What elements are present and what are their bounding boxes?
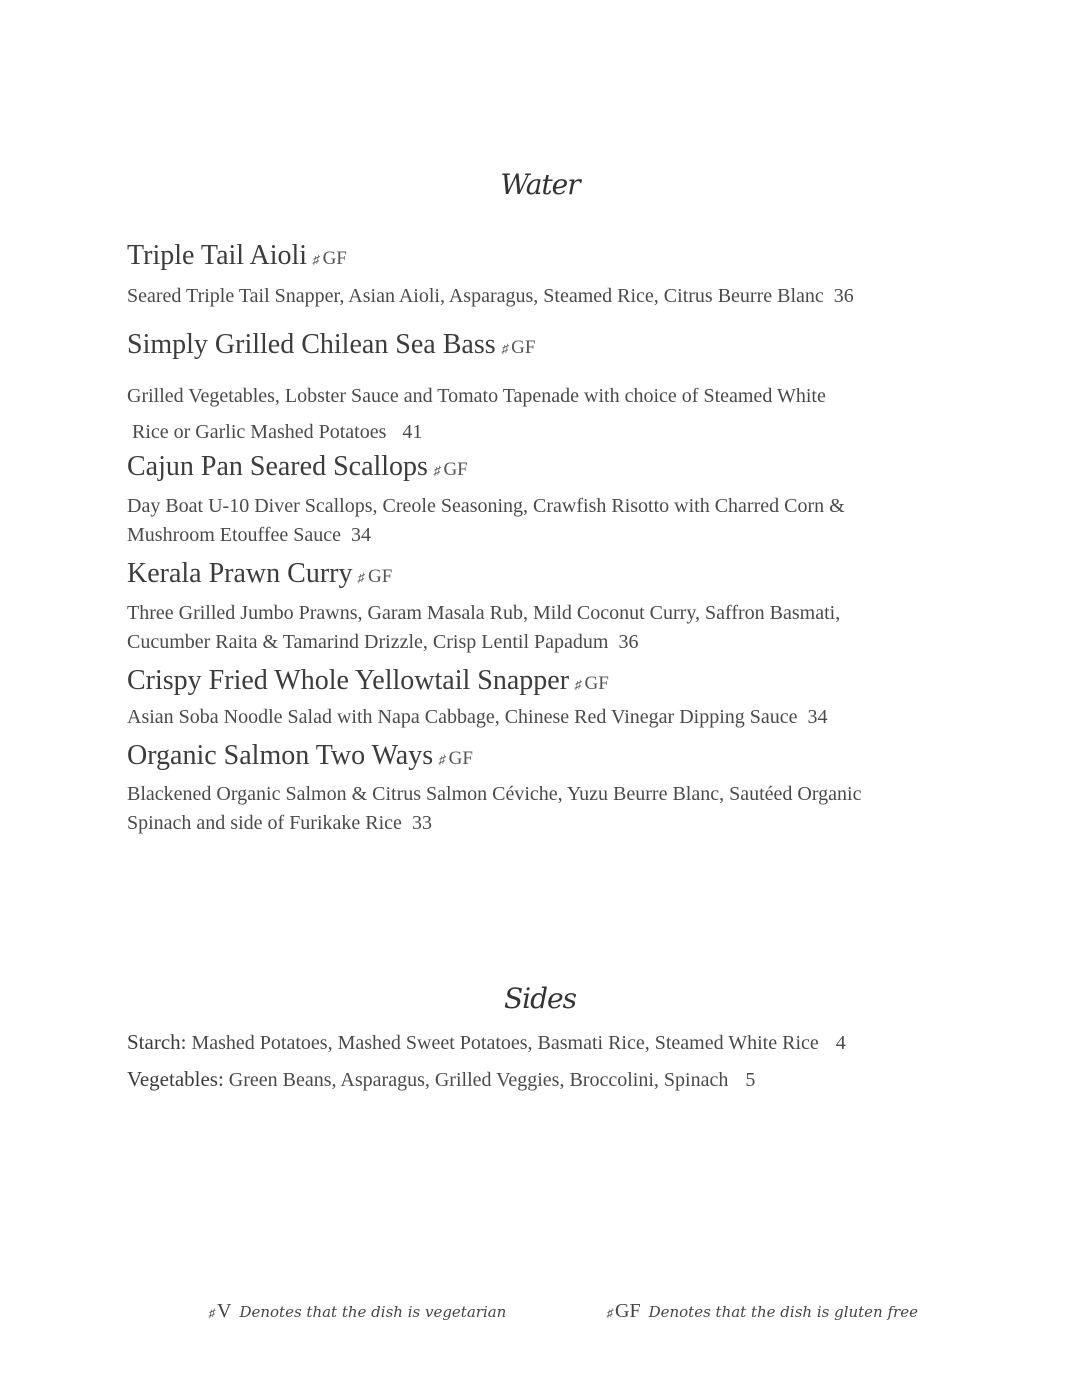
dish-description <box>127 599 917 657</box>
gluten-free-tag <box>575 673 609 694</box>
description-text: Seared Triple Tail Snapper, Asian Aioli, Asparagus, Steamed Rice, Citrus Beurre Blanc <box>127 285 824 307</box>
price: 33 <box>411 812 432 834</box>
legend-note: Denotes that the dish is vegetarian <box>239 1303 507 1321</box>
dish-description <box>127 282 917 311</box>
legend-note: Denotes that the dish is gluten free <box>648 1303 918 1321</box>
vegetarian-marker-icon: ♯ <box>207 1306 217 1320</box>
gluten-free-tag <box>502 337 536 358</box>
tag-label: GF <box>367 566 393 587</box>
price: 36 <box>618 631 639 653</box>
gluten-free-tag <box>434 459 468 480</box>
gluten-free-tag <box>439 748 473 769</box>
description-text: Asian Soba Noodle Salad with Napa Cabbage, Chinese Red Vinegar Dipping Sauce <box>127 706 798 728</box>
tag-label: GF <box>443 459 468 480</box>
dish-title: Cajun Pan Seared Scallops <box>127 451 428 482</box>
sides-section-title: Sides <box>504 982 576 1015</box>
dish-marker-icon: ♯ <box>500 341 510 356</box>
side-item <box>127 1067 755 1092</box>
water-section-title: Water <box>500 168 580 201</box>
tag-label: GF <box>511 337 536 358</box>
price: 4 <box>835 1032 846 1054</box>
dish-title: Organic Salmon Two Ways <box>127 740 434 771</box>
dish-name <box>127 329 535 361</box>
side-text: Green Beans, Asparagus, Grilled Veggies, Broccolini, Spinach <box>228 1069 729 1091</box>
price: 5 <box>745 1069 756 1091</box>
gluten-free-tag <box>313 248 347 269</box>
dish-name <box>127 558 392 590</box>
dish-description <box>127 492 917 550</box>
legend-code: V <box>217 1300 232 1322</box>
description-text: Three Grilled Jumbo Prawns, Garam Masala Rub, Mild Coconut Curry, Saffron Basmati, Cucumber Raita & Tamarind Drizzle, Crisp Lentil Papadum <box>127 602 841 653</box>
price: 34 <box>351 524 372 546</box>
side-text: Mashed Potatoes, Mashed Sweet Potatoes, Basmati Rice, Steamed White Rice <box>191 1032 819 1054</box>
dish-name <box>127 740 473 772</box>
dish-name <box>127 240 347 272</box>
dish-name <box>127 665 609 697</box>
gluten-free-marker-icon: ♯ <box>605 1306 615 1320</box>
legend-gluten-free <box>607 1300 918 1323</box>
side-label: Starch: <box>127 1030 187 1054</box>
dish-description <box>127 378 917 450</box>
gluten-free-tag <box>358 566 392 587</box>
dish-marker-icon: ♯ <box>437 752 448 767</box>
tag-label: GF <box>448 748 473 769</box>
dish-title: Simply Grilled Chilean Sea Bass <box>127 329 496 360</box>
legend-vegetarian <box>209 1300 506 1323</box>
dish-marker-icon: ♯ <box>311 252 322 267</box>
dish-description <box>127 780 917 838</box>
side-label: Vegetables: <box>127 1067 224 1091</box>
description-line: Grilled Vegetables, Lobster Sauce and Tomato Tapenade with choice of Steamed White <box>127 385 826 407</box>
description-line <box>127 414 917 450</box>
description-text: Rice or Garlic Mashed Potatoes <box>132 421 387 443</box>
dish-marker-icon: ♯ <box>356 570 367 585</box>
dish-marker-icon: ♯ <box>432 463 443 478</box>
dish-name <box>127 451 468 483</box>
price: 41 <box>402 421 423 443</box>
dish-title: Crispy Fried Whole Yellowtail Snapper <box>127 665 570 696</box>
description-text: Day Boat U-10 Diver Scallops, Creole Seasoning, Crawfish Risotto with Charred Corn & Mushroom Etouffee Sauce <box>127 495 845 546</box>
price: 36 <box>833 285 854 307</box>
dish-marker-icon: ♯ <box>573 677 584 692</box>
dish-description <box>127 703 917 732</box>
description-text: Blackened Organic Salmon & Citrus Salmon Céviche, Yuzu Beurre Blanc, Sautéed Organic Spinach and side of Furikake Rice <box>127 783 862 834</box>
dish-title: Triple Tail Aioli <box>127 240 308 271</box>
legend-code: GF <box>615 1300 641 1322</box>
tag-label: GF <box>322 248 347 269</box>
tag-label: GF <box>584 673 609 694</box>
price: 34 <box>807 706 828 728</box>
side-item <box>127 1030 846 1055</box>
dish-title: Kerala Prawn Curry <box>127 558 353 589</box>
